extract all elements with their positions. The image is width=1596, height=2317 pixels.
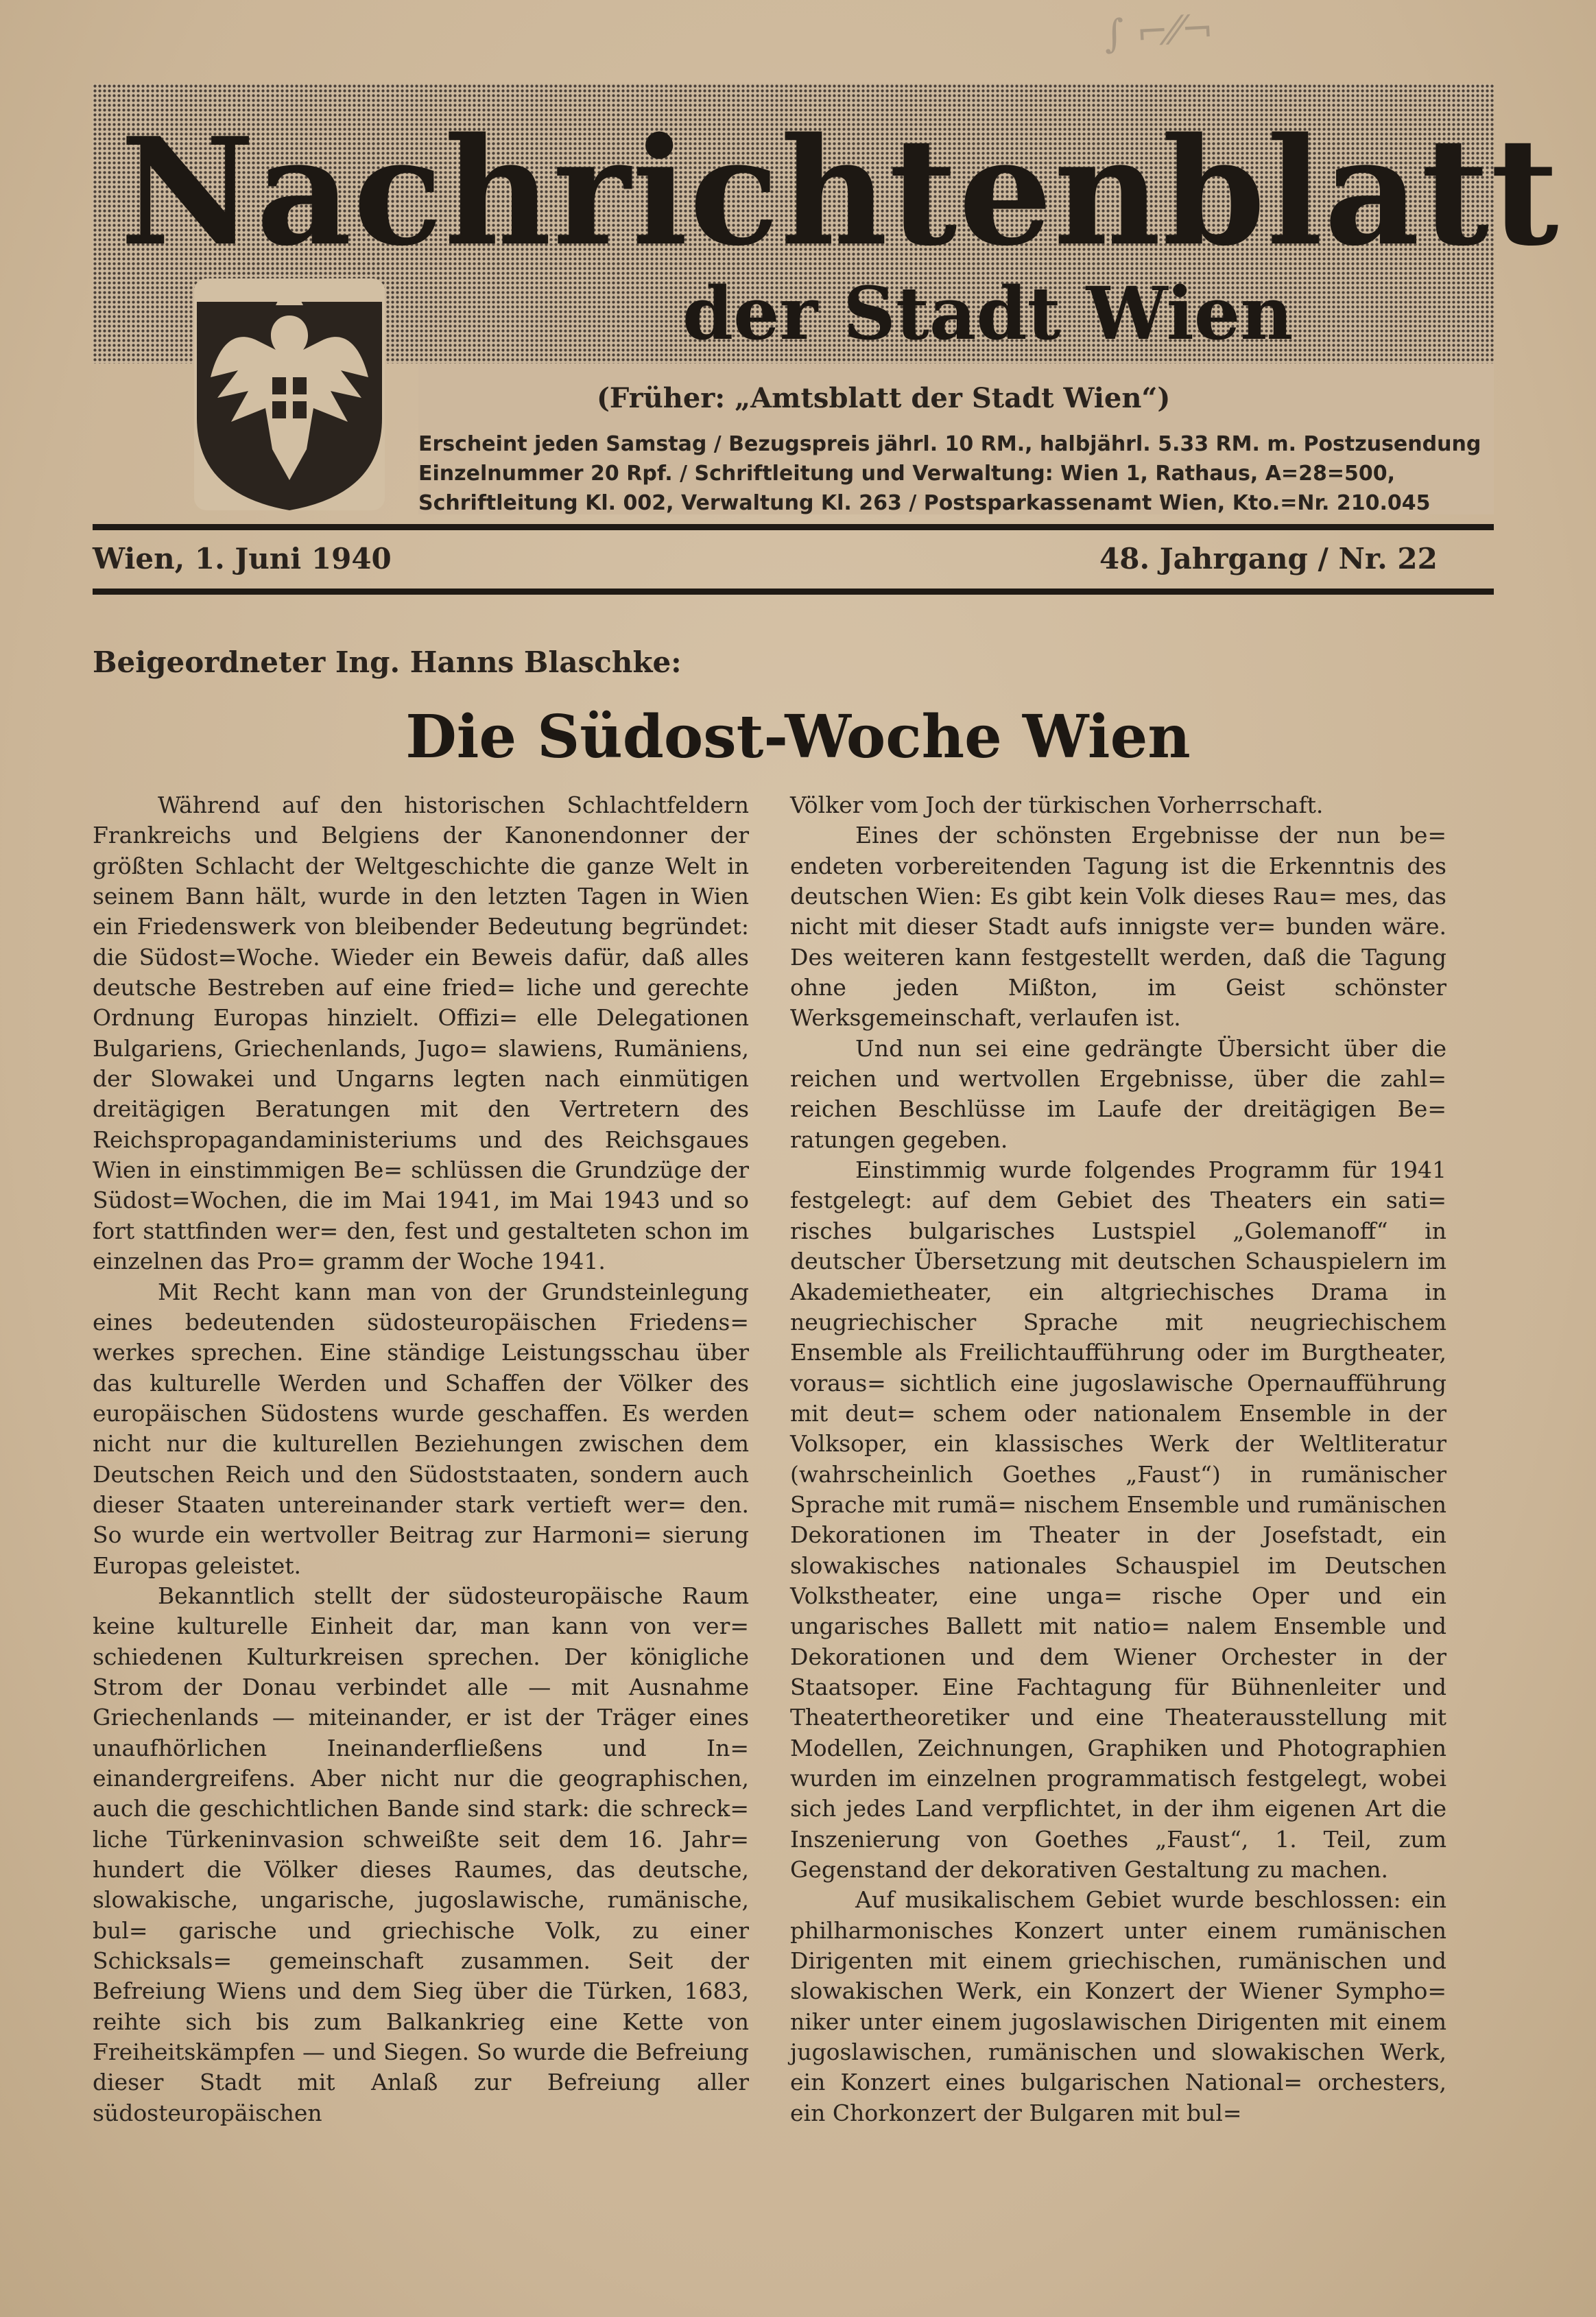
publication-info	[418, 429, 1481, 519]
article-column-left	[93, 790, 749, 2162]
issue-volume: 48. Jahrgang / Nr. 22	[1099, 542, 1438, 575]
paragraph: Während auf den historischen Schlachtfeldern Frankreichs und Belgiens der Kanonendonner der größten Schlacht der Weltgeschichte die ganze Welt in seinem Bann hält, wurde in den letzten Tagen in Wien ein Friedenswerk von bleibender Bedeutung begründet: die Südost=Woche. Wieder ein Beweis dafür, daß alles deutsche Bestreben auf eine fried= liche und gerechte Ordnung Europas hinzielt. Offizi= elle Delegationen Bulgariens, Griechenlands, Jugo= slawiens, Rumäniens, der Slowakei und Ungarns legten nach einmütigen dreitägigen Beratungen mit den Vertretern des Reichspropagandaministeriums und des Reichsgaues Wien in einstimmigen Be= schlüssen die Grundzüge der Südost=Wochen, die im Mai 1941, im Mai 1943 und so fort stattfinden wer= den, fest und gestalteten schon im einzelnen das Pro= gramm der Woche 1941.	[93, 792, 749, 1275]
pencil-annotation: ∫ ⌐⁄⁄¬	[1103, 6, 1215, 57]
formerly-note: (Früher: „Amtsblatt der Stadt Wien“)	[597, 382, 1171, 414]
vienna-eagle-crest-icon	[190, 274, 389, 514]
masthead-title: Nachrichtenblatt	[120, 105, 1560, 278]
paragraph: Auf musikalischem Gebiet wurde beschlossen: ein philharmonisches Konzert unter einem rumänischen Dirigenten mit einem griechischen, rumänischen und slowakischen Werk, ein Konzert der Wiener Sympho= niker unter einem jugoslawischen Dirigenten mit einem jugoslawischen, rumänischen und slowakischen Werk, ein Konzert eines bulgarischen National= orchesters, ein Chorkonzert der Bulgaren mit bul=	[790, 1886, 1446, 2126]
info-line: Schriftleitung Kl. 002, Verwaltung Kl. 263 / Postsparkassenamt Wien, Kto.=Nr. 210.045	[418, 491, 1431, 515]
paragraph: Bekanntlich stellt der südosteuropäische Raum keine kulturelle Einheit dar, man kann von ver= schiedenen Kulturkreisen sprechen. Der königliche Strom der Donau verbindet alle — mit Ausnahme Griechenlands — miteinander, er ist der Träger eines unaufhörlichen Ineinanderfließens und In= einandergreifens. Aber nicht nur die geographischen, auch die geschichtlichen Bande sind stark: die schreck= liche Türkeninvasion schweißte seit dem 16. Jahr= hundert die Völker dieses Raumes, das deutsche, slowakische, ungarische, jugoslawische, rumänische, bul= garische und griechische Volk, zu einer Schicksals= gemeinschaft zusammen. Seit der Befreiung Wiens und dem Sieg über die Türken, 1683, reihte sich bis zum Balkankrieg eine Kette von Freiheitskämpfen — und Siegen. So wurde die Befreiung dieser Stadt mit Anlaß zur Befreiung aller südosteuropäischen	[93, 1582, 749, 2126]
masthead-subtitle: der Stadt Wien	[682, 270, 1294, 356]
paragraph: Und nun sei eine gedrängte Übersicht über die reichen und wertvollen Ergebnisse, über die zahl= reichen Beschlüsse im Laufe der dreitägigen Be= ratungen gegeben.	[790, 1034, 1446, 1153]
paragraph: Mit Recht kann man von der Grundsteinlegung eines bedeutenden südosteuropäischen Friedens= werkes sprechen. Eine ständige Leistungsschau über das kulturelle Werden und Schaffen der Völker des europäischen Südostens wurde geschaffen. Es werden nicht nur die kulturellen Beziehungen zwischen dem Deutschen Reich und den Südoststaaten, sondern auch dieser Staaten untereinander stark vertieft wer= den. So wurde ein wertvoller Beitrag zur Harmoni= sierung Europas geleistet.	[93, 1278, 749, 1579]
info-line: Erscheint jeden Samstag / Bezugspreis jährl. 10 RM., halbjährl. 5.33 RM. m. Postzusendung	[418, 432, 1481, 456]
paragraph: Eines der schönsten Ergebnisse der nun be= endeten vorbereitenden Tagung ist die Erkenntnis des deutschen Wien: Es gibt kein Volk dieses Rau= mes, das nicht mit dieser Stadt aufs innigste ver= bunden wäre. Des weiteren kann festgestellt werden, daß die Tagung ohne jeden Mißton, im Geist schönster Werksgemeinschaft, verlaufen ist.	[790, 822, 1446, 1032]
issue-date: Wien, 1. Juni 1940	[93, 542, 392, 575]
article-headline: Die Südost-Woche Wien	[405, 702, 1191, 772]
article-byline: Beigeordneter Ing. Hanns Blaschke:	[93, 645, 682, 679]
info-line: Einzelnummer 20 Rpf. / Schriftleitung und Verwaltung: Wien 1, Rathaus, A=28=500,	[418, 462, 1395, 486]
paragraph: Völker vom Joch der türkischen Vorherrschaft.	[790, 792, 1324, 818]
article-column-right	[790, 790, 1446, 2162]
bottom-rule	[93, 589, 1494, 595]
paragraph: Einstimmig wurde folgendes Programm für 1941 festgelegt: auf dem Gebiet des Theaters ein sati= risches bulgarisches Lustspiel „Golemanoff“ in deutscher Übersetzung mit deutschen Schauspielern im Akademietheater, ein altgriechisches Drama in neugriechischer Sprache mit neugriechischem Ensemble als Freilichtaufführung oder im Burgtheater, voraus= sichtlich eine jugoslawische Opernaufführung mit deut= schem oder nationalem Ensemble in der Volksoper, ein klassisches Werk der Weltliteratur (wahrscheinlich Goethes „Faust“) in rumänischer Sprache mit rumä= nischem Ensemble und rumänischen Dekorationen im Theater in der Josefstadt, ein slowakisches nationales Schauspiel im Deutschen Volkstheater, eine unga= rische Oper und ein ungarisches Ballett mit natio= nalem Ensemble und Dekorationen und dem Wiener Orchester in der Staatsoper. Eine Fachtagung für Bühnenleiter und Theatertheoretiker und eine Theaterausstellung mit Modellen, Zeichnungen, Graphiken und Photographien wurden im einzelnen programmatisch festgelegt, wobei sich jedes Land verpflichtet, in der ihm eigenen Art die Inszenierung von Goethes „Faust“, 1. Teil, zum Gegenstand der dekorativen Gestaltung zu machen.	[790, 1156, 1446, 1884]
top-rule	[93, 524, 1494, 530]
